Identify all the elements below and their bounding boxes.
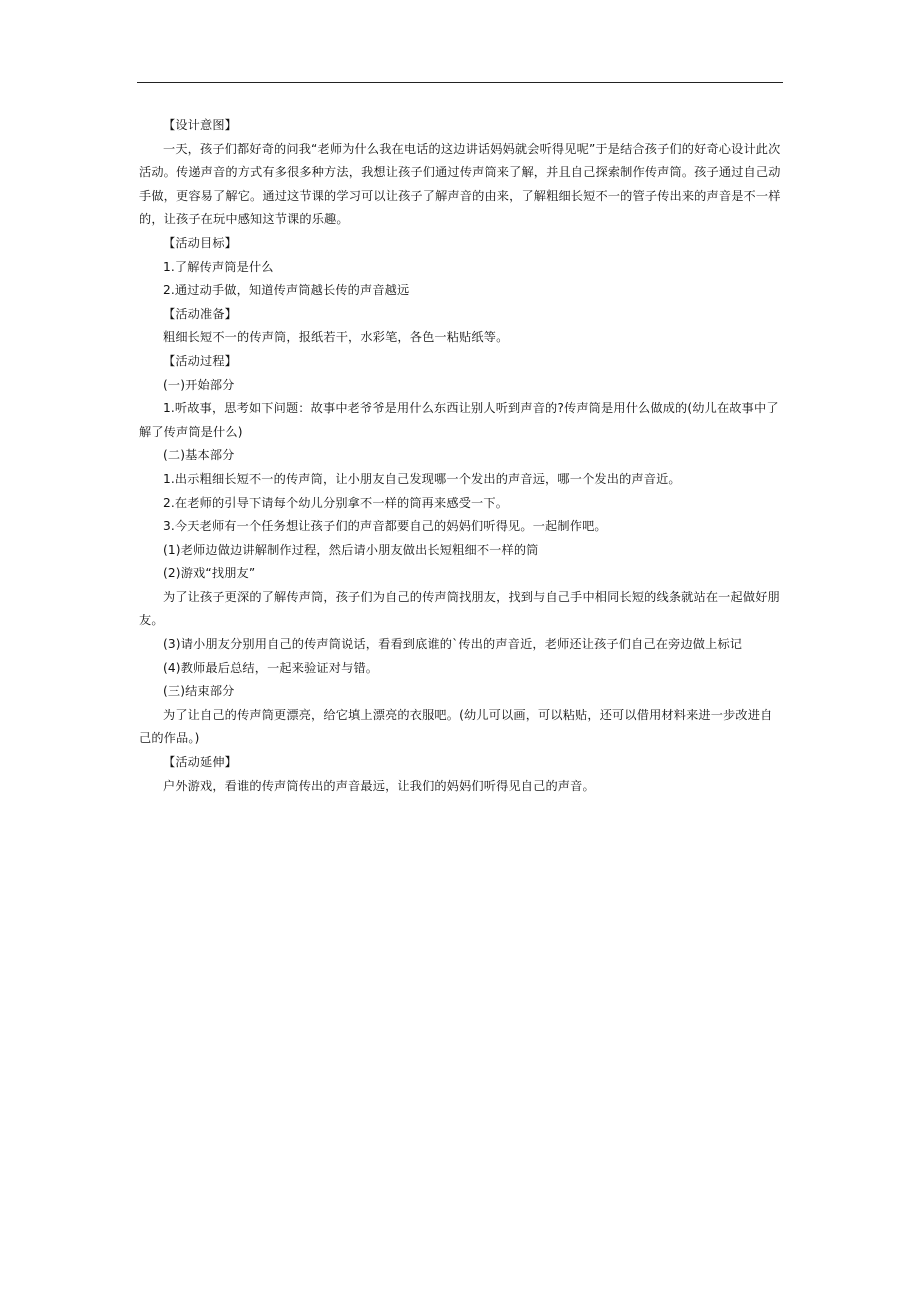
process-substep-1: (1)老师边做边讲解制作过程，然后请小朋友做出长短粗细不一样的筒 [163,542,539,557]
process-step-basic-2: 2.在老师的引导下请每个幼儿分别拿不一样的筒再来感受一下。 [163,495,509,510]
section-heading-activity-goals: 【活动目标】 [163,235,238,250]
section-heading-activity-extension: 【活动延伸】 [163,755,238,770]
process-step-start-1: 1.听故事，思考如下问题：故事中老爷爷是用什么东西让别人听到声音的?传声筒是用什么做成的(幼儿在故事中了解了传声筒是什么) [139,401,779,439]
process-step-basic-1: 1.出示粗细长短不一的传声筒，让小朋友自己发现哪一个发出的声音远，哪一个发出的声音近。 [163,471,681,486]
section-heading-design-intent: 【设计意图】 [163,118,238,132]
header-rule [137,82,783,83]
goal-item-2: 2.通过动手做，知道传声筒越长传的声音越远 [163,283,410,298]
paragraph-design-intent: 一天，孩子们都好奇的问我“老师为什么我在电话的这边讲话妈妈就会听得见呢”于是结合孩子们的好奇心设计此次活动。传递声音的方式有多很多种方法，我想让孩子们通过传声筒来了解，并且自己探索制作传声筒。孩子通过自己动手做，更容易了解它。通过这节课的学习可以让孩子了解声音的由来，了解粗细长短不一的管子传出来的声音是不一样的，让孩子在玩中感知这节课的乐趣。 [139,141,781,227]
process-substep-3: (3)请小朋友分别用自己的传声筒说话，看看到底谁的`传出的声音近，老师还让孩子们自己在旁边做上标记 [163,637,743,652]
process-substep-4: (4)教师最后总结，一起来验证对与错。 [163,660,379,675]
subheading-end-part: (三)结束部分 [163,684,235,699]
process-substep-2: (2)游戏“找朋友” [163,566,256,581]
section-heading-activity-preparation: 【活动准备】 [163,306,238,321]
paragraph-preparation: 粗细长短不一的传声筒，报纸若干，水彩笔，各色一粘贴纸等。 [163,330,509,345]
subheading-start-part: (一)开始部分 [163,377,235,392]
paragraph-find-friends: 为了让孩子更深的了解传声筒，孩子们为自己的传声筒找朋友，找到与自己手中相同长短的线条就站在一起做好朋友。 [139,589,780,628]
document-body [139,114,783,798]
subheading-basic-part: (二)基本部分 [163,448,235,463]
paragraph-extension: 户外游戏，看谁的传声筒传出的声音最远，让我们的妈妈们听得见自己的声音。 [163,778,595,793]
process-step-basic-3: 3.今天老师有一个任务想让孩子们的声音都要自己的妈妈们听得见。一起制作吧。 [163,519,607,534]
paragraph-end-part: 为了让自己的传声筒更漂亮，给它填上漂亮的衣服吧。(幼儿可以画，可以粘贴，还可以借用材料来进一步改进自己的作品。) [139,707,773,746]
goal-item-1: 1.了解传声筒是什么 [163,259,274,274]
section-heading-activity-process: 【活动过程】 [163,353,238,368]
